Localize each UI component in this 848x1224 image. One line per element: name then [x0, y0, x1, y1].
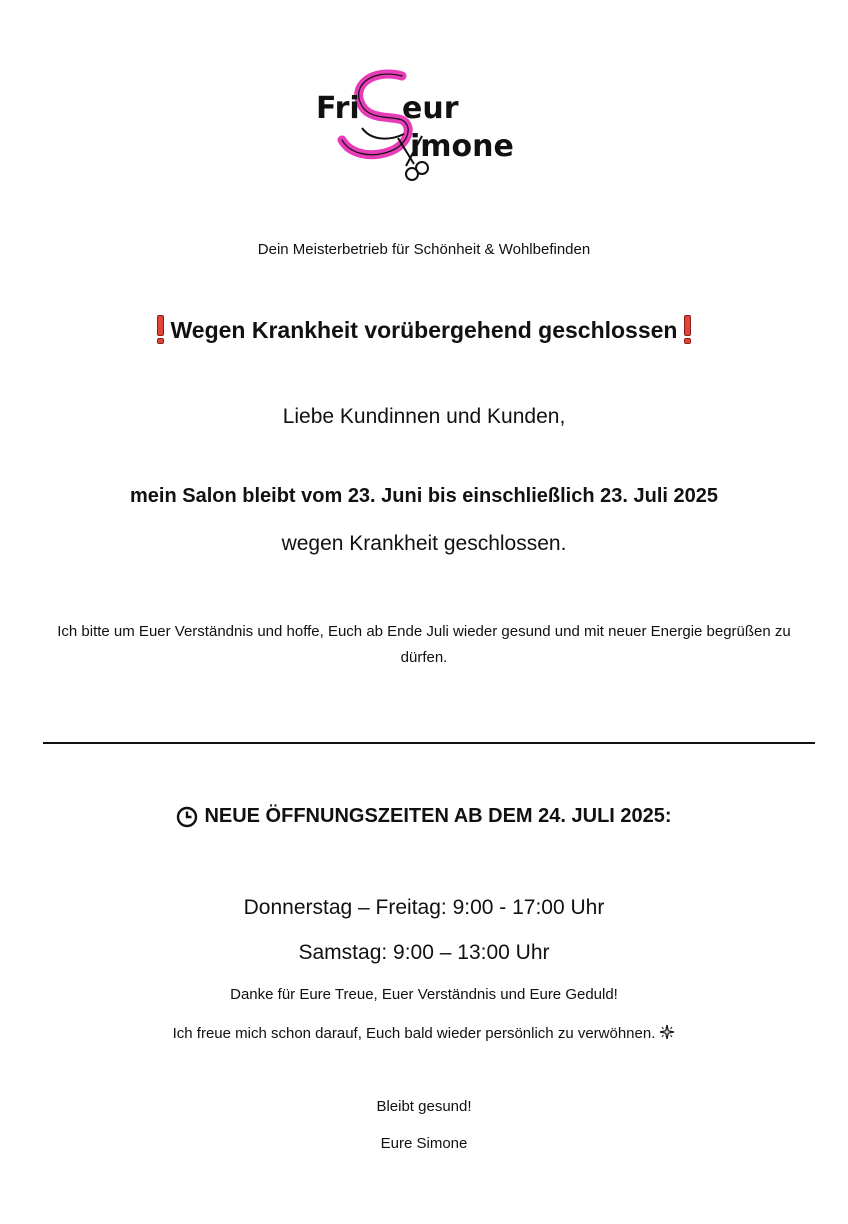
hours-heading-text: NEUE ÖFFNUNGSZEITEN AB DEM 24. JULI 2025: [204, 805, 672, 827]
look-forward-text: Ich freue mich schon darauf, Euch bald wieder persönlich zu verwöhnen. [172, 1025, 656, 1042]
clock-icon [176, 806, 198, 828]
hours-saturday: Samstag: 9:00 – 13:00 Uhr [298, 941, 550, 964]
logo-text-line1b: eur [402, 91, 459, 126]
exclamation-icon [683, 315, 692, 345]
hours-heading [0, 805, 848, 828]
apology-text: Ich bitte um Euer Verständnis und hoffe, Euch ab Ende Juli wieder gesund und mit neuer Energie begrüßen zu dürfen. [57, 623, 791, 666]
thanks-text: Danke für Eure Treue, Euer Verständnis und Eure Geduld! [230, 986, 618, 1003]
logo-text-line1: Fri [316, 91, 360, 126]
salon-logo [310, 68, 540, 190]
greeting: Liebe Kundinnen und Kunden, [282, 405, 566, 428]
hours-weekday: Donnerstag – Freitag: 9:00 - 17:00 Uhr [243, 896, 605, 919]
signature: Eure Simone [380, 1135, 468, 1152]
divider [43, 742, 815, 744]
closing-wish: Bleibt gesund! [376, 1098, 472, 1115]
closure-headline [0, 315, 848, 345]
headline-text: Wegen Krankheit vorübergehend geschlossen [170, 316, 678, 343]
tagline: Dein Meisterbetrieb für Schönheit & Wohlbefinden [257, 241, 591, 258]
logo-text-line2: imone [410, 129, 514, 164]
look-forward-line [0, 1024, 848, 1042]
closure-dates: mein Salon bleibt vom 23. Juni bis einschließlich 23. Juli 2025 [130, 485, 718, 507]
sparkle-icon [659, 1024, 675, 1040]
closure-reason: wegen Krankheit geschlossen. [281, 532, 567, 555]
exclamation-icon [156, 315, 165, 345]
